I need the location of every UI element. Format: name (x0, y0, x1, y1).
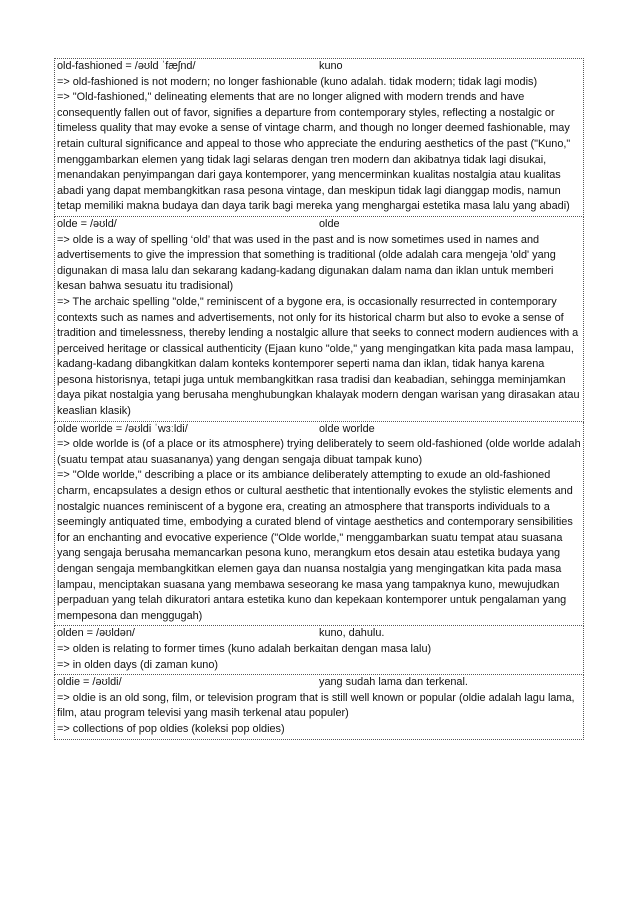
definition-line: => "Old-fashioned," delineating elements that are no longer aligned with modern trends and have consequently fallen out of favor, signifies a departure from contemporary styles, reflecting a nostalgic or timeless quality that may evoke a sense of vintage charm, and though no longer deemed fashionable, may retain cultural significance and appeal to those who appreciate the enduring aesthetics of the past ("Kuno," menggambarkan elemen yang tidak lagi selaras dengan tren modern dan akibatnya tidak lagi disukai, menandakan penyimpangan dari gaya kontemporer, yang mencerminkan kualitas nostalgia atau kualitas abadi yang dapat membangkitkan rasa pesona vintage, dan meskipun tidak lagi dianggap modis, namun tetap memiliki makna budaya dan daya tarik bagi mereka yang menghargai estetika masa lalu yang abadi) (57, 91, 571, 213)
definition-line: => olde worlde is (of a place or its atmosphere) trying deliberately to seem old-fashioned (olde worlde adalah (suatu tempat atau suasananya) yang dengan sengaja dibuat tampak kuno) (57, 438, 581, 466)
meaning: olde (319, 217, 340, 230)
entry-old-fashioned (54, 58, 584, 217)
entry-headline (57, 59, 581, 75)
headword: olde = /əʊld/ (57, 217, 117, 230)
dictionary-page (54, 58, 584, 740)
entry-headline (57, 675, 581, 691)
meaning: kuno (319, 60, 343, 72)
entry-headline (57, 626, 581, 642)
entry-headline (57, 217, 581, 233)
definition-line: => "Olde worlde," describing a place or its ambiance deliberately attempting to exude an old-fashioned charm, encapsulates a design ethos or cultural aesthetic that intentionally evokes the stylistic elements and nostalgic nuances reminiscent of a bygone era, creating an atmosphere that transports individuals to a seemingly antiquated time, embodying a curated blend of vintage aesthetics and contemporary sensibilities for an enchanting and evocative experience ("Olde worlde," menggambarkan suatu tempat atau suasana yang sengaja berusaha memancarkan pesona kuno, merangkum etos desain atau estetika budaya yang dengan sengaja membangkitkan elemen gaya dan nuansa nostalgia yang mengingatkan kita pada masa lampau, menciptakan suasana yang membawa seseorang ke masa yang tampaknya kuno, mewujudkan perpaduan yang telah dikuratori antara estetika kuno dan kepekaan kontemporer untuk pengalaman yang mempesona dan menggugah) (57, 469, 573, 622)
meaning: olde worlde (319, 422, 375, 435)
definition-line: => in olden days (di zaman kuno) (57, 658, 219, 671)
headword: olde worlde = /əʊldi ˈwɜːldi/ (57, 422, 188, 435)
entry-olden (54, 626, 584, 675)
definition-line: => olde is a way of spelling ‘old’ that was used in the past and is now sometimes used in names and advertisements to give the impression that something is traditional (olde adalah cara mengeja 'old' yang digunakan di masa lalu dan sekarang kadang-kadang digunakan dalam nama dan iklan untuk memberi kesan bahwa sesuatu itu tradisional) (57, 233, 556, 293)
meaning: kuno, dahulu. (319, 627, 385, 640)
headword: olden = /əʊldən/ (57, 627, 135, 640)
headword: old-fashioned = /əʊld ˈfæʃnd/ (57, 60, 196, 72)
entry-olde-worlde (54, 422, 584, 627)
definition-line: => olden is relating to former times (kuno adalah berkaitan dengan masa lalu) (57, 642, 432, 655)
definition-line: => The archaic spelling "olde," reminiscent of a bygone era, is occasionally resurrected in contemporary contexts such as names and advertisements, not only for its historical charm but also to evoke a sense of tradition and timelessness, thereby lending a nostalgic allure that seeks to connect modern audiences with a perceived heritage or classical authenticity (Ejaan kuno "olde," yang mengingatkan kita pada masa lampau, kadang-kadang dibangkitkan dalam konteks kontemporer seperti nama dan iklan, tidak hanya karena pesona historisnya, tetapi juga untuk membangkitkan rasa tradisi dan keabadian, sehingga meminjamkan daya pikat nostalgia yang berusaha menghubungkan khalayak modern dengan warisan yang dirasakan atau keaslian klasik) (57, 295, 580, 418)
headword: oldie = /əʊldi/ (57, 676, 122, 689)
entry-headline (57, 422, 581, 438)
definition-line: => old-fashioned is not modern; no longer fashionable (kuno adalah. tidak modern; tidak lagi modis) (57, 75, 538, 88)
definition-line: => collections of pop oldies (koleksi pop oldies) (57, 722, 285, 735)
entry-olde (54, 217, 584, 422)
meaning: yang sudah lama dan terkenal. (319, 676, 468, 689)
entry-oldie (54, 675, 584, 739)
definition-line: => oldie is an old song, film, or television program that is still well known or popular (oldie adalah lagu lama, film, atau program televisi yang masih terkenal atau populer) (57, 691, 575, 720)
